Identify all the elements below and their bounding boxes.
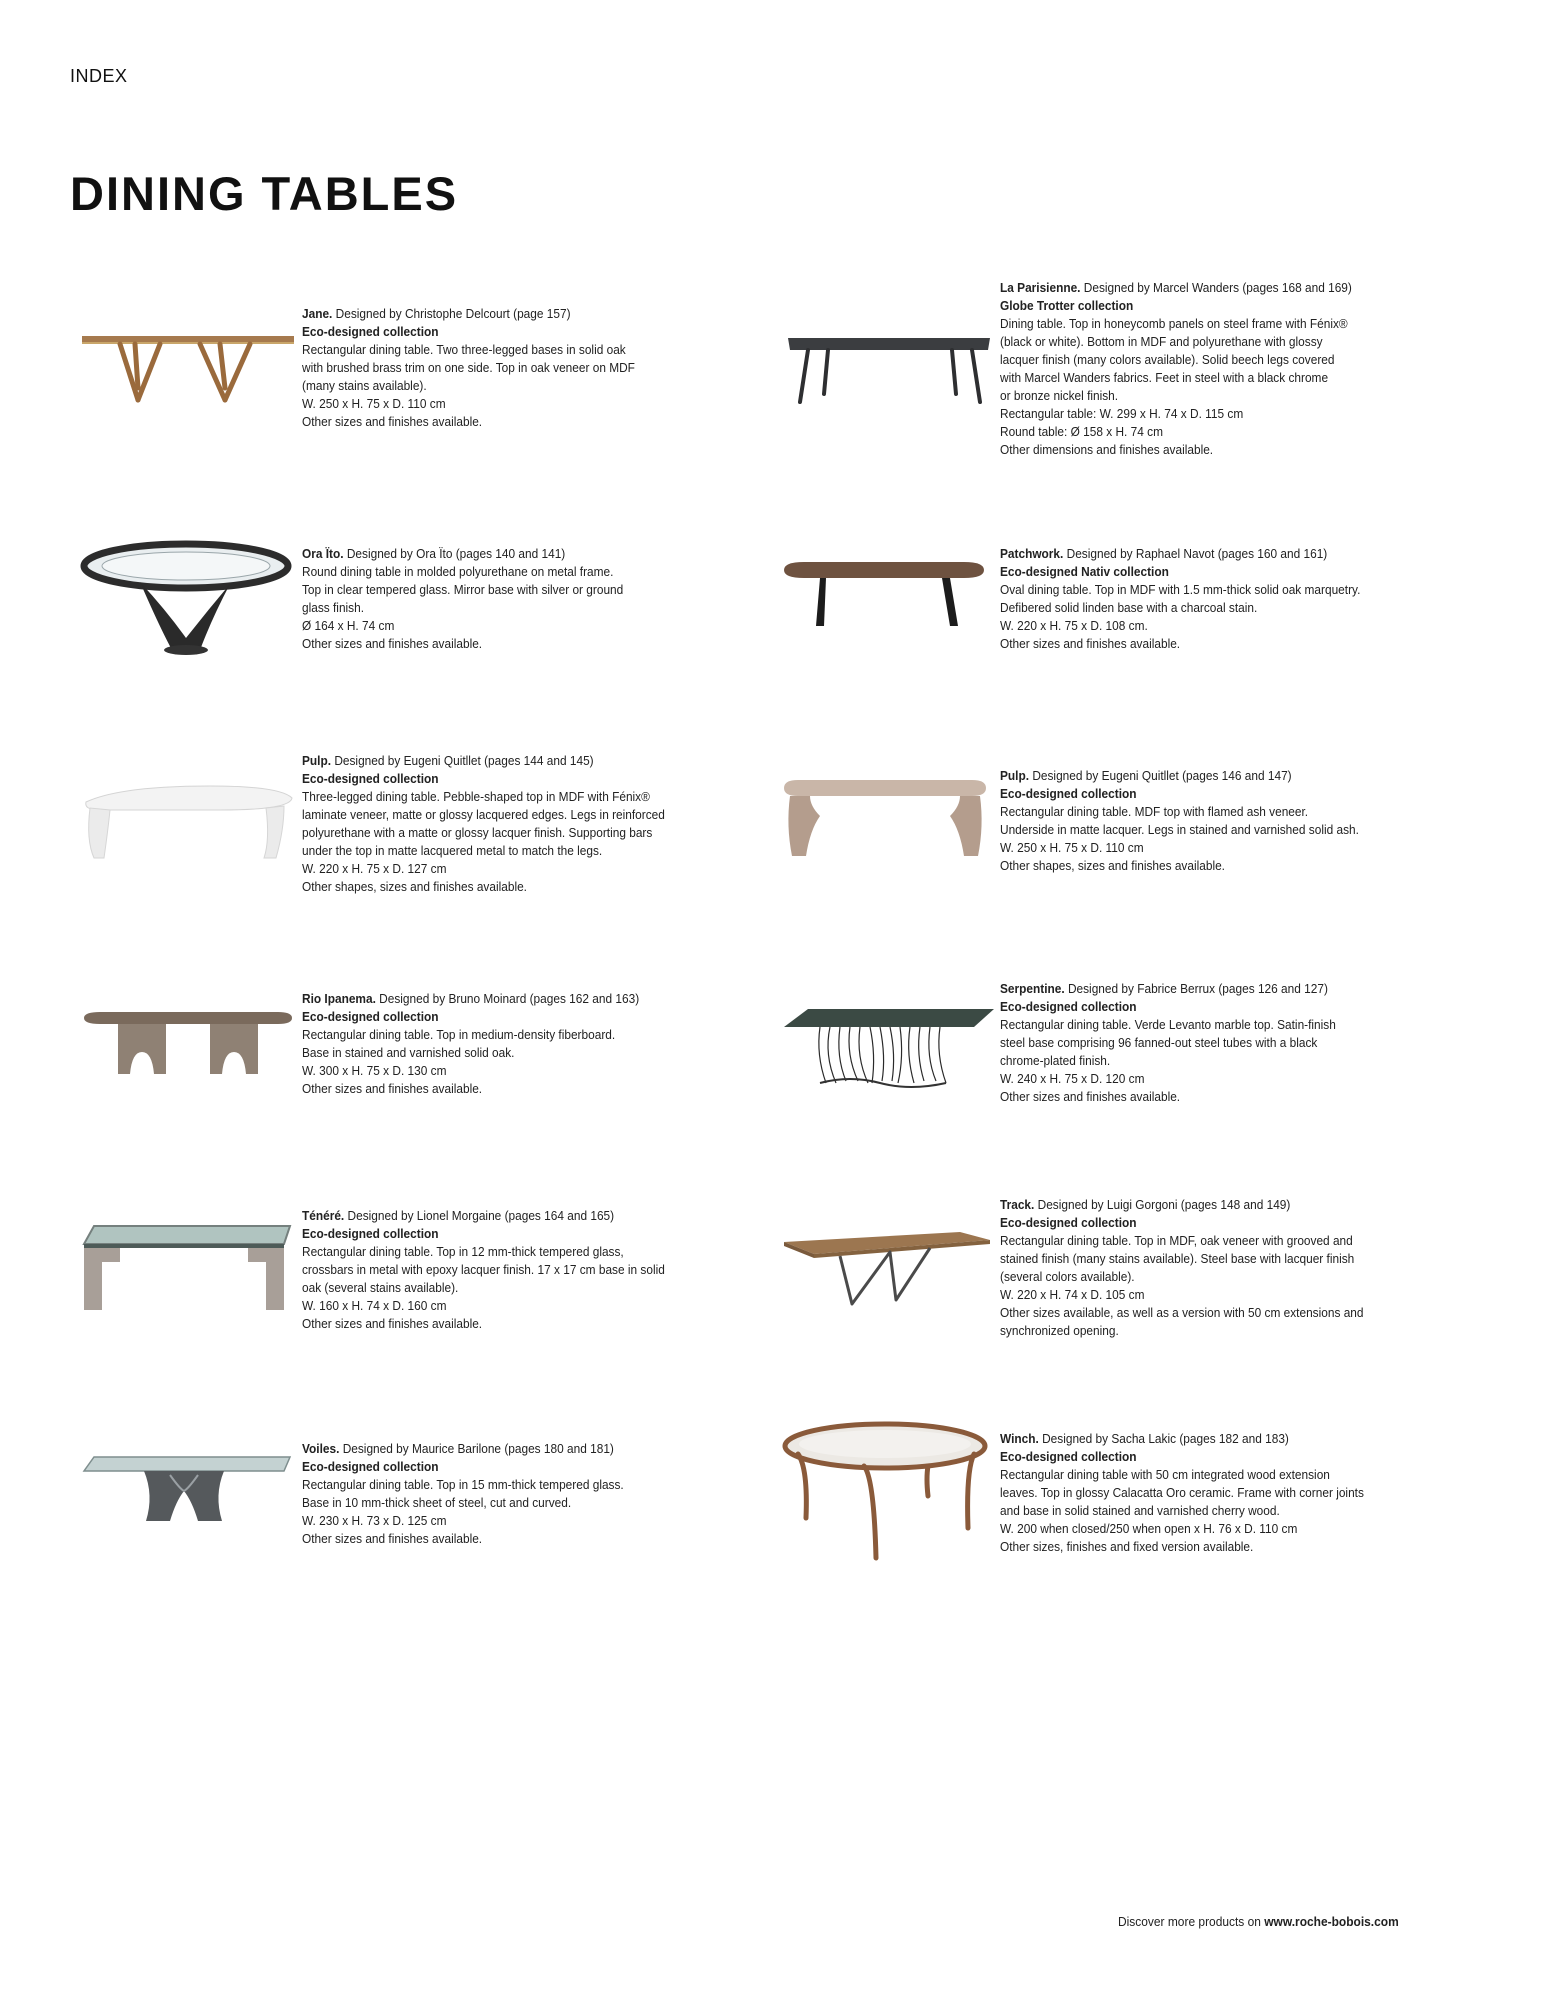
product-designer: Designed by Marcel Wanders (pages 168 and 169) — [1083, 280, 1352, 295]
index-label: INDEX — [70, 66, 128, 86]
page-title: DINING TABLES — [70, 167, 459, 220]
product-name: La Parisienne. — [1000, 280, 1081, 295]
product-collection: Eco-designed Nativ collection — [1000, 564, 1169, 579]
pulp-1-table-image — [80, 780, 296, 862]
product-line: Base in 10 mm-thick sheet of steel, cut and curved. — [302, 1495, 572, 1510]
winch-table-image — [778, 1418, 992, 1566]
product-line: laminate veneer, matte or glossy lacquered edges. Legs in reinforced — [302, 807, 665, 822]
product-line: Rectangular dining table. MDF top with flamed ash veneer. — [1000, 804, 1309, 819]
product-collection: Eco-designed collection — [302, 771, 439, 786]
product-dimensions: W. 220 x H. 75 x D. 127 cm — [302, 861, 447, 876]
jane-description — [302, 305, 671, 431]
rio-ipanema-table-image — [80, 1008, 296, 1080]
product-line: Rectangular dining table. Top in MDF, oak veneer with grooved and — [1000, 1233, 1353, 1248]
product-name: Rio Ipanema. — [302, 991, 376, 1006]
product-line: (several colors available). — [1000, 1269, 1135, 1284]
product-line: Other sizes available, as well as a version with 50 cm extensions and — [1000, 1305, 1364, 1320]
winch-description — [1000, 1430, 1378, 1556]
product-line: with Marcel Wanders fabrics. Feet in steel with a black chrome — [1000, 370, 1329, 385]
product-line: Other sizes and finishes available. — [1000, 636, 1181, 651]
product-line: under the top in matte lacquered metal to match the legs. — [302, 843, 603, 858]
product-line: Other sizes and finishes available. — [302, 1531, 483, 1546]
serpentine-description — [1000, 980, 1378, 1106]
product-line: Round dining table in molded polyurethane on metal frame. — [302, 564, 614, 579]
product-line: Other dimensions and finishes available. — [1000, 442, 1214, 457]
product-line: Dining table. Top in honeycomb panels on steel frame with Fénix® — [1000, 316, 1348, 331]
product-dimensions: W. 220 x H. 74 x D. 105 cm — [1000, 1287, 1145, 1302]
product-line: and base in solid stained and varnished cherry wood. — [1000, 1503, 1280, 1518]
product-collection: Eco-designed collection — [1000, 999, 1137, 1014]
product-name: Pulp. — [1000, 768, 1030, 783]
product-dimensions: Ø 164 x H. 74 cm — [302, 618, 395, 633]
product-designer: Designed by Ora Ïto (pages 140 and 141) — [346, 546, 566, 561]
product-line: Three-legged dining table. Pebble-shaped top in MDF with Fénix® — [302, 789, 650, 804]
ora-ito-description — [302, 545, 671, 653]
product-dimensions: W. 250 x H. 75 x D. 110 cm — [302, 396, 446, 411]
product-collection: Eco-designed collection — [1000, 1449, 1137, 1464]
product-dimensions: W. 160 x H. 74 x D. 160 cm — [302, 1298, 447, 1313]
product-line: Other sizes and finishes available. — [302, 636, 483, 651]
product-dimensions: W. 250 x H. 75 x D. 110 cm — [1000, 840, 1144, 855]
product-name: Track. — [1000, 1197, 1035, 1212]
product-name: Winch. — [1000, 1431, 1039, 1446]
tenere-description — [302, 1207, 671, 1333]
product-designer: Designed by Eugeni Quitllet (pages 144 and 145) — [334, 753, 594, 768]
product-line: steel base comprising 96 fanned-out steel tubes with a black — [1000, 1035, 1318, 1050]
product-designer: Designed by Christophe Delcourt (page 157) — [335, 306, 571, 321]
product-name: Pulp. — [302, 753, 332, 768]
product-name: Serpentine. — [1000, 981, 1065, 996]
product-line: leaves. Top in glossy Calacatta Oro ceramic. Frame with corner joints — [1000, 1485, 1364, 1500]
product-line: (black or white). Bottom in MDF and polyurethane with glossy — [1000, 334, 1323, 349]
website-link[interactable]: www.roche-bobois.com — [1264, 1914, 1399, 1929]
product-line: or bronze nickel finish. — [1000, 388, 1119, 403]
product-line: Oval dining table. Top in MDF with 1.5 mm-thick solid oak marquetry. — [1000, 582, 1361, 597]
voiles-description — [302, 1440, 671, 1548]
product-line: (many stains available). — [302, 378, 427, 393]
product-line: Other shapes, sizes and finishes available. — [302, 879, 527, 894]
track-table-image — [780, 1228, 992, 1308]
product-name: Ora Ïto. — [302, 546, 344, 561]
product-designer: Designed by Lionel Morgaine (pages 164 and 165) — [347, 1208, 615, 1223]
product-line: crossbars in metal with epoxy lacquer finish. 17 x 17 cm base in solid — [302, 1262, 665, 1277]
product-collection: Eco-designed collection — [302, 1459, 439, 1474]
product-line: Other shapes, sizes and finishes available. — [1000, 858, 1225, 873]
patchwork-table-image — [780, 556, 988, 628]
pulp-2-table-image — [780, 776, 990, 860]
jane-table-image — [80, 328, 300, 408]
product-dimensions: W. 200 when closed/250 when open x H. 76 x D. 110 cm — [1000, 1521, 1298, 1536]
footer — [1118, 1914, 1399, 1929]
voiles-table-image — [80, 1455, 296, 1527]
la-parisienne-table-image — [784, 330, 996, 410]
product-line: Other sizes, finishes and fixed version available. — [1000, 1539, 1254, 1554]
pulp-2-description — [1000, 767, 1378, 875]
patchwork-description — [1000, 545, 1378, 653]
product-line: Rectangular dining table. Two three-legged bases in solid oak — [302, 342, 626, 357]
product-line: Rectangular dining table. Top in medium-density fiberboard. — [302, 1027, 616, 1042]
product-line: Other sizes and finishes available. — [302, 1081, 483, 1096]
product-dimensions: W. 230 x H. 73 x D. 125 cm — [302, 1513, 447, 1528]
product-dimensions: W. 220 x H. 75 x D. 108 cm. — [1000, 618, 1148, 633]
product-line: Top in clear tempered glass. Mirror base with silver or ground — [302, 582, 624, 597]
product-designer: Designed by Eugeni Quitllet (pages 146 and 147) — [1032, 768, 1292, 783]
product-name: Voiles. — [302, 1441, 340, 1456]
la-parisienne-description — [1000, 279, 1378, 459]
ora-ito-table-image — [80, 538, 292, 658]
product-line: lacquer finish (many colors available). Solid beech legs covered — [1000, 352, 1335, 367]
product-collection: Eco-designed collection — [302, 1226, 439, 1241]
product-line: synchronized opening. — [1000, 1323, 1119, 1338]
serpentine-table-image — [780, 1005, 996, 1089]
product-line: polyurethane with a matte or glossy lacquer finish. Supporting bars — [302, 825, 653, 840]
product-designer: Designed by Maurice Barilone (pages 180 and 181) — [342, 1441, 614, 1456]
product-collection: Globe Trotter collection — [1000, 298, 1134, 313]
pulp-1-description — [302, 752, 671, 896]
product-dimensions: Rectangular table: W. 299 x H. 74 x D. 115 cm — [1000, 406, 1244, 421]
footer-text: Discover more products on — [1118, 1914, 1261, 1929]
rio-ipanema-description — [302, 990, 671, 1098]
product-designer: Designed by Luigi Gorgoni (pages 148 and 149) — [1037, 1197, 1291, 1212]
product-line: oak (several stains available). — [302, 1280, 459, 1295]
product-collection: Eco-designed collection — [302, 1009, 439, 1024]
product-line: stained finish (many stains available). Steel base with lacquer finish — [1000, 1251, 1355, 1266]
product-line: Other sizes and finishes available. — [302, 414, 483, 429]
product-collection: Eco-designed collection — [302, 324, 439, 339]
product-line: glass finish. — [302, 600, 365, 615]
track-description — [1000, 1196, 1378, 1340]
product-line: Underside in matte lacquer. Legs in stained and varnished solid ash. — [1000, 822, 1359, 837]
product-line: Defibered solid linden base with a charcoal stain. — [1000, 600, 1258, 615]
product-line: Other sizes and finishes available. — [1000, 1089, 1181, 1104]
product-line: with brushed brass trim on one side. Top in oak veneer on MDF — [302, 360, 635, 375]
product-dimensions: W. 300 x H. 75 x D. 130 cm — [302, 1063, 447, 1078]
product-name: Jane. — [302, 306, 333, 321]
product-collection: Eco-designed collection — [1000, 1215, 1137, 1230]
product-line: Other sizes and finishes available. — [302, 1316, 483, 1331]
product-line: Rectangular dining table. Top in 12 mm-thick tempered glass, — [302, 1244, 624, 1259]
product-collection: Eco-designed collection — [1000, 786, 1137, 801]
product-line: Rectangular dining table. Verde Levanto marble top. Satin-finish — [1000, 1017, 1336, 1032]
product-dimensions: W. 240 x H. 75 x D. 120 cm — [1000, 1071, 1145, 1086]
product-line: chrome-plated finish. — [1000, 1053, 1111, 1068]
product-name: Patchwork. — [1000, 546, 1064, 561]
product-line: Rectangular dining table. Top in 15 mm-thick tempered glass. — [302, 1477, 624, 1492]
product-line: Base in stained and varnished solid oak. — [302, 1045, 515, 1060]
product-designer: Designed by Raphael Navot (pages 160 and 161) — [1066, 546, 1328, 561]
product-line: Rectangular dining table with 50 cm integrated wood extension — [1000, 1467, 1330, 1482]
product-designer: Designed by Sacha Lakic (pages 182 and 183) — [1042, 1431, 1289, 1446]
product-designer: Designed by Bruno Moinard (pages 162 and 163) — [379, 991, 640, 1006]
tenere-table-image — [80, 1222, 296, 1314]
product-designer: Designed by Fabrice Berrux (pages 126 and 127) — [1067, 981, 1328, 996]
product-dimensions: Round table: Ø 158 x H. 74 cm — [1000, 424, 1163, 439]
product-name: Ténéré. — [302, 1208, 345, 1223]
